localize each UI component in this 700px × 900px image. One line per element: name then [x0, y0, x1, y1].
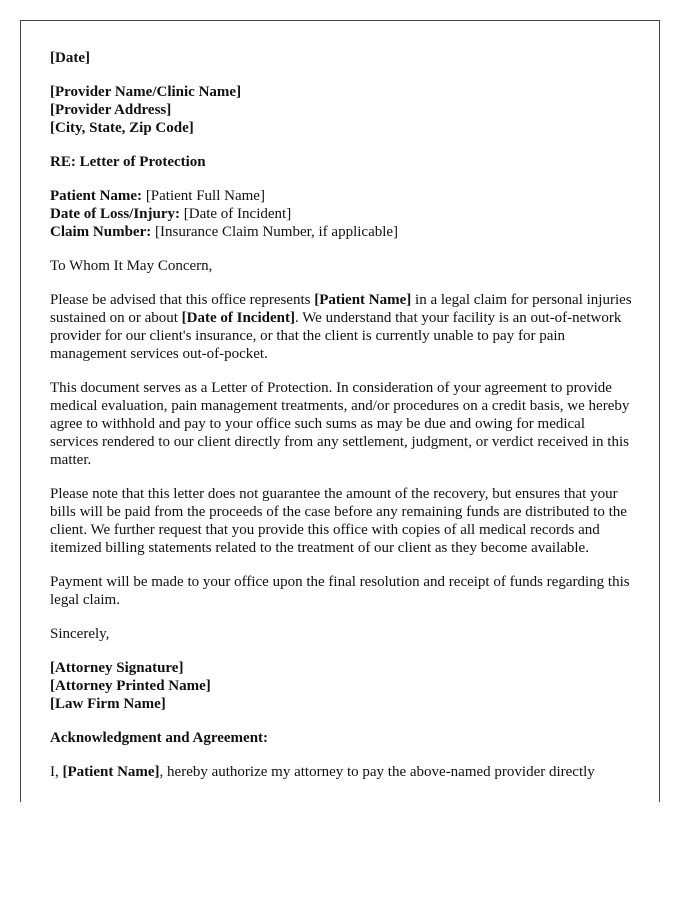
details-block [50, 187, 634, 241]
date-placeholder: [Date] [50, 50, 90, 66]
patient-name-label: Patient Name: [50, 188, 143, 204]
paragraph-representation [50, 291, 634, 363]
date-of-loss-label: Date of Loss/Injury: [50, 206, 180, 222]
paragraph-guarantee: Please note that this letter does not guarantee the amount of the recovery, but ensures that your bills will be paid from the proceeds of the case before any remaining funds are distributed to the client. We further request that you provide this office with copies of all medical records and itemized billing statements related to the treatment of our client as they become available. [50, 486, 627, 556]
p1-date-of-incident: [Date of Incident] [181, 310, 295, 326]
letter-page [20, 20, 660, 802]
claim-number-value: [Insurance Claim Number, if applicable] [151, 224, 399, 240]
p1-text-1: Please be advised that this office represents [50, 292, 315, 308]
date-of-loss-value: [Date of Incident] [180, 206, 292, 222]
paragraph-payment: Payment will be made to your office upon the final resolution and receipt of funds regarding this legal claim. [50, 574, 630, 608]
provider-address: [Provider Address] [50, 102, 172, 118]
closing: Sincerely, [50, 626, 110, 642]
law-firm-name: [Law Firm Name] [50, 696, 166, 712]
subject-line: RE: Letter of Protection [50, 154, 206, 170]
claim-number-label: Claim Number: [50, 224, 152, 240]
acknowledgment-heading: Acknowledgment and Agreement: [50, 730, 269, 746]
ack-text-1: I, [50, 764, 63, 780]
attorney-printed-name: [Attorney Printed Name] [50, 678, 211, 694]
provider-city: [City, State, Zip Code] [50, 120, 194, 136]
attorney-signature: [Attorney Signature] [50, 660, 184, 676]
acknowledgment-paragraph [50, 763, 634, 781]
signature-block [50, 659, 634, 713]
provider-name: [Provider Name/Clinic Name] [50, 84, 242, 100]
ack-patient-name: [Patient Name] [62, 764, 160, 780]
letter-body [50, 49, 634, 781]
p1-text-3: . We understand that your facility is an out-of-network provider for our client's insurance, or that the client is currently unable to pay for pain management services out-of-pocket. [50, 310, 622, 362]
paragraph-letter-of-protection: This document serves as a Letter of Protection. In consideration of your agreement to provide medical evaluation, pain management treatments, and/or procedures on a credit basis, we hereby agree to withhold and pay to your office such sums as may be due and owing for medical services rendered to our client directly from any settlement, judgment, or verdict received in this matter. [50, 380, 630, 468]
patient-name-value: [Patient Full Name] [142, 188, 265, 204]
salutation: To Whom It May Concern, [50, 258, 213, 274]
provider-block [50, 83, 634, 137]
p1-text-2: in a legal claim for personal injuries sustained on or about [50, 292, 632, 326]
ack-text-2: , hereby authorize my attorney to pay the above-named provider directly [159, 764, 595, 780]
p1-patient-name: [Patient Name] [314, 292, 412, 308]
